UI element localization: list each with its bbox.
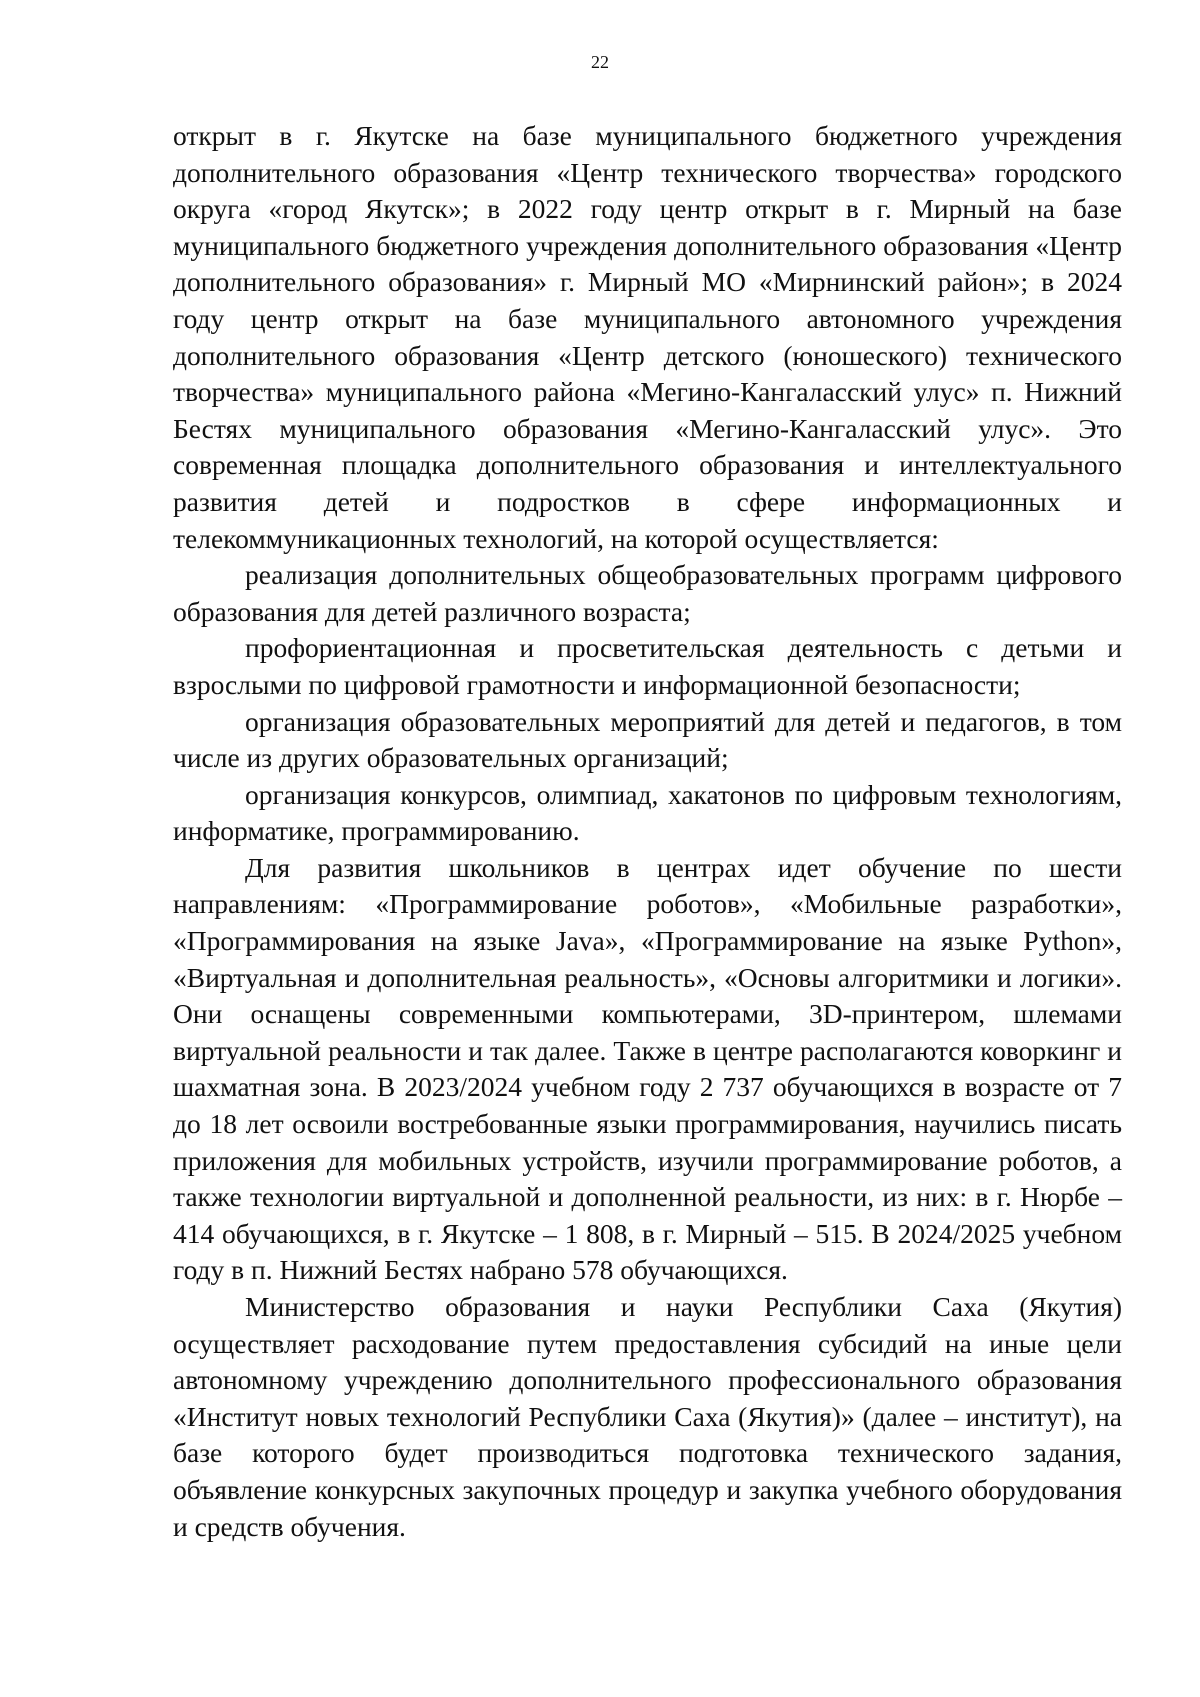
paragraph-list-item-programs: реализация дополнительных общеобразовательных программ цифрового образования для детей различного возраста; [173, 559, 1122, 627]
paragraph-training-directions: Для развития школьников в центрах идет обучение по шести направлениям: «Программирование роботов», «Мобильные разработки», «Программирования на языке Java», «Программирование на языке Python», «Виртуальная и дополнительная реальность», «Основы алгоритмики и логики». Они оснащены современными компьютерами, 3D-принтером, шлемами виртуальной реальности и так далее. Также в центре располагаются коворкинг и шахматная зона. В 2023/2024 учебном году 2 737 обучающихся в возрасте от 7 до 18 лет освоили востребованные языки программирования, научились писать приложения для мобильных устройств, изучили программирование роботов, а также технологии виртуальной и дополненной реальности, из них: в г. Нюрбе – 414 обучающихся, в г. Якутске – 1 808, в г. Мирный – 515. В 2024/2025 учебном году в п. Нижний Бестях набрано 578 обучающихся. [173, 851, 1122, 1286]
paragraph-ministry-subsidies: Министерство образования и науки Республики Саха (Якутия) осуществляет расходование путем предоставления субсидий на иные цели автономному учреждению дополнительного профессионального образования «Институт новых технологий Республики Саха (Якутия)» (далее – институт), на базе которого будет производиться подготовка технического задания, объявление конкурсных закупочных процедур и закупка учебного оборудования и средств обучения. [173, 1291, 1122, 1542]
document-body [173, 118, 1122, 1545]
paragraph-list-item-events: организация образовательных мероприятий для детей и педагогов, в том числе из других образовательных организаций; [173, 705, 1122, 774]
paragraph-list-item-career-guidance: профориентационная и просветительская деятельность с детьми и взрослыми по цифровой грамотности и информационной безопасности; [173, 632, 1122, 700]
paragraph-list-item-contests: организация конкурсов, олимпиад, хакатонов по цифровым технологиям, информатике, программированию. [173, 778, 1122, 847]
paragraph-centers-opening: открыт в г. Якутске на базе муниципального бюджетного учреждения дополнительного образования «Центр технического творчества» городского округа «город Якутск»; в 2022 году центр открыт в г. Мирный на базе муниципального бюджетного учреждения дополнительного образования «Центр дополнительного образования» г. Мирный МО «Мирнинский район»; в 2024 году центр открыт на базе муниципального автономного учреждения дополнительного образования «Центр детского (юношеского) технического творчества» муниципального района «Мегино-Кангаласский улус» п. Нижний Бестях муниципального образования «Мегино-Кангаласский улус». Это современная площадка дополнительного образования и интеллектуального развития детей и подростков в сфере информационных и телекоммуникационных технологий, на которой осуществляется: [173, 120, 1122, 554]
page-number: 22 [591, 52, 609, 72]
